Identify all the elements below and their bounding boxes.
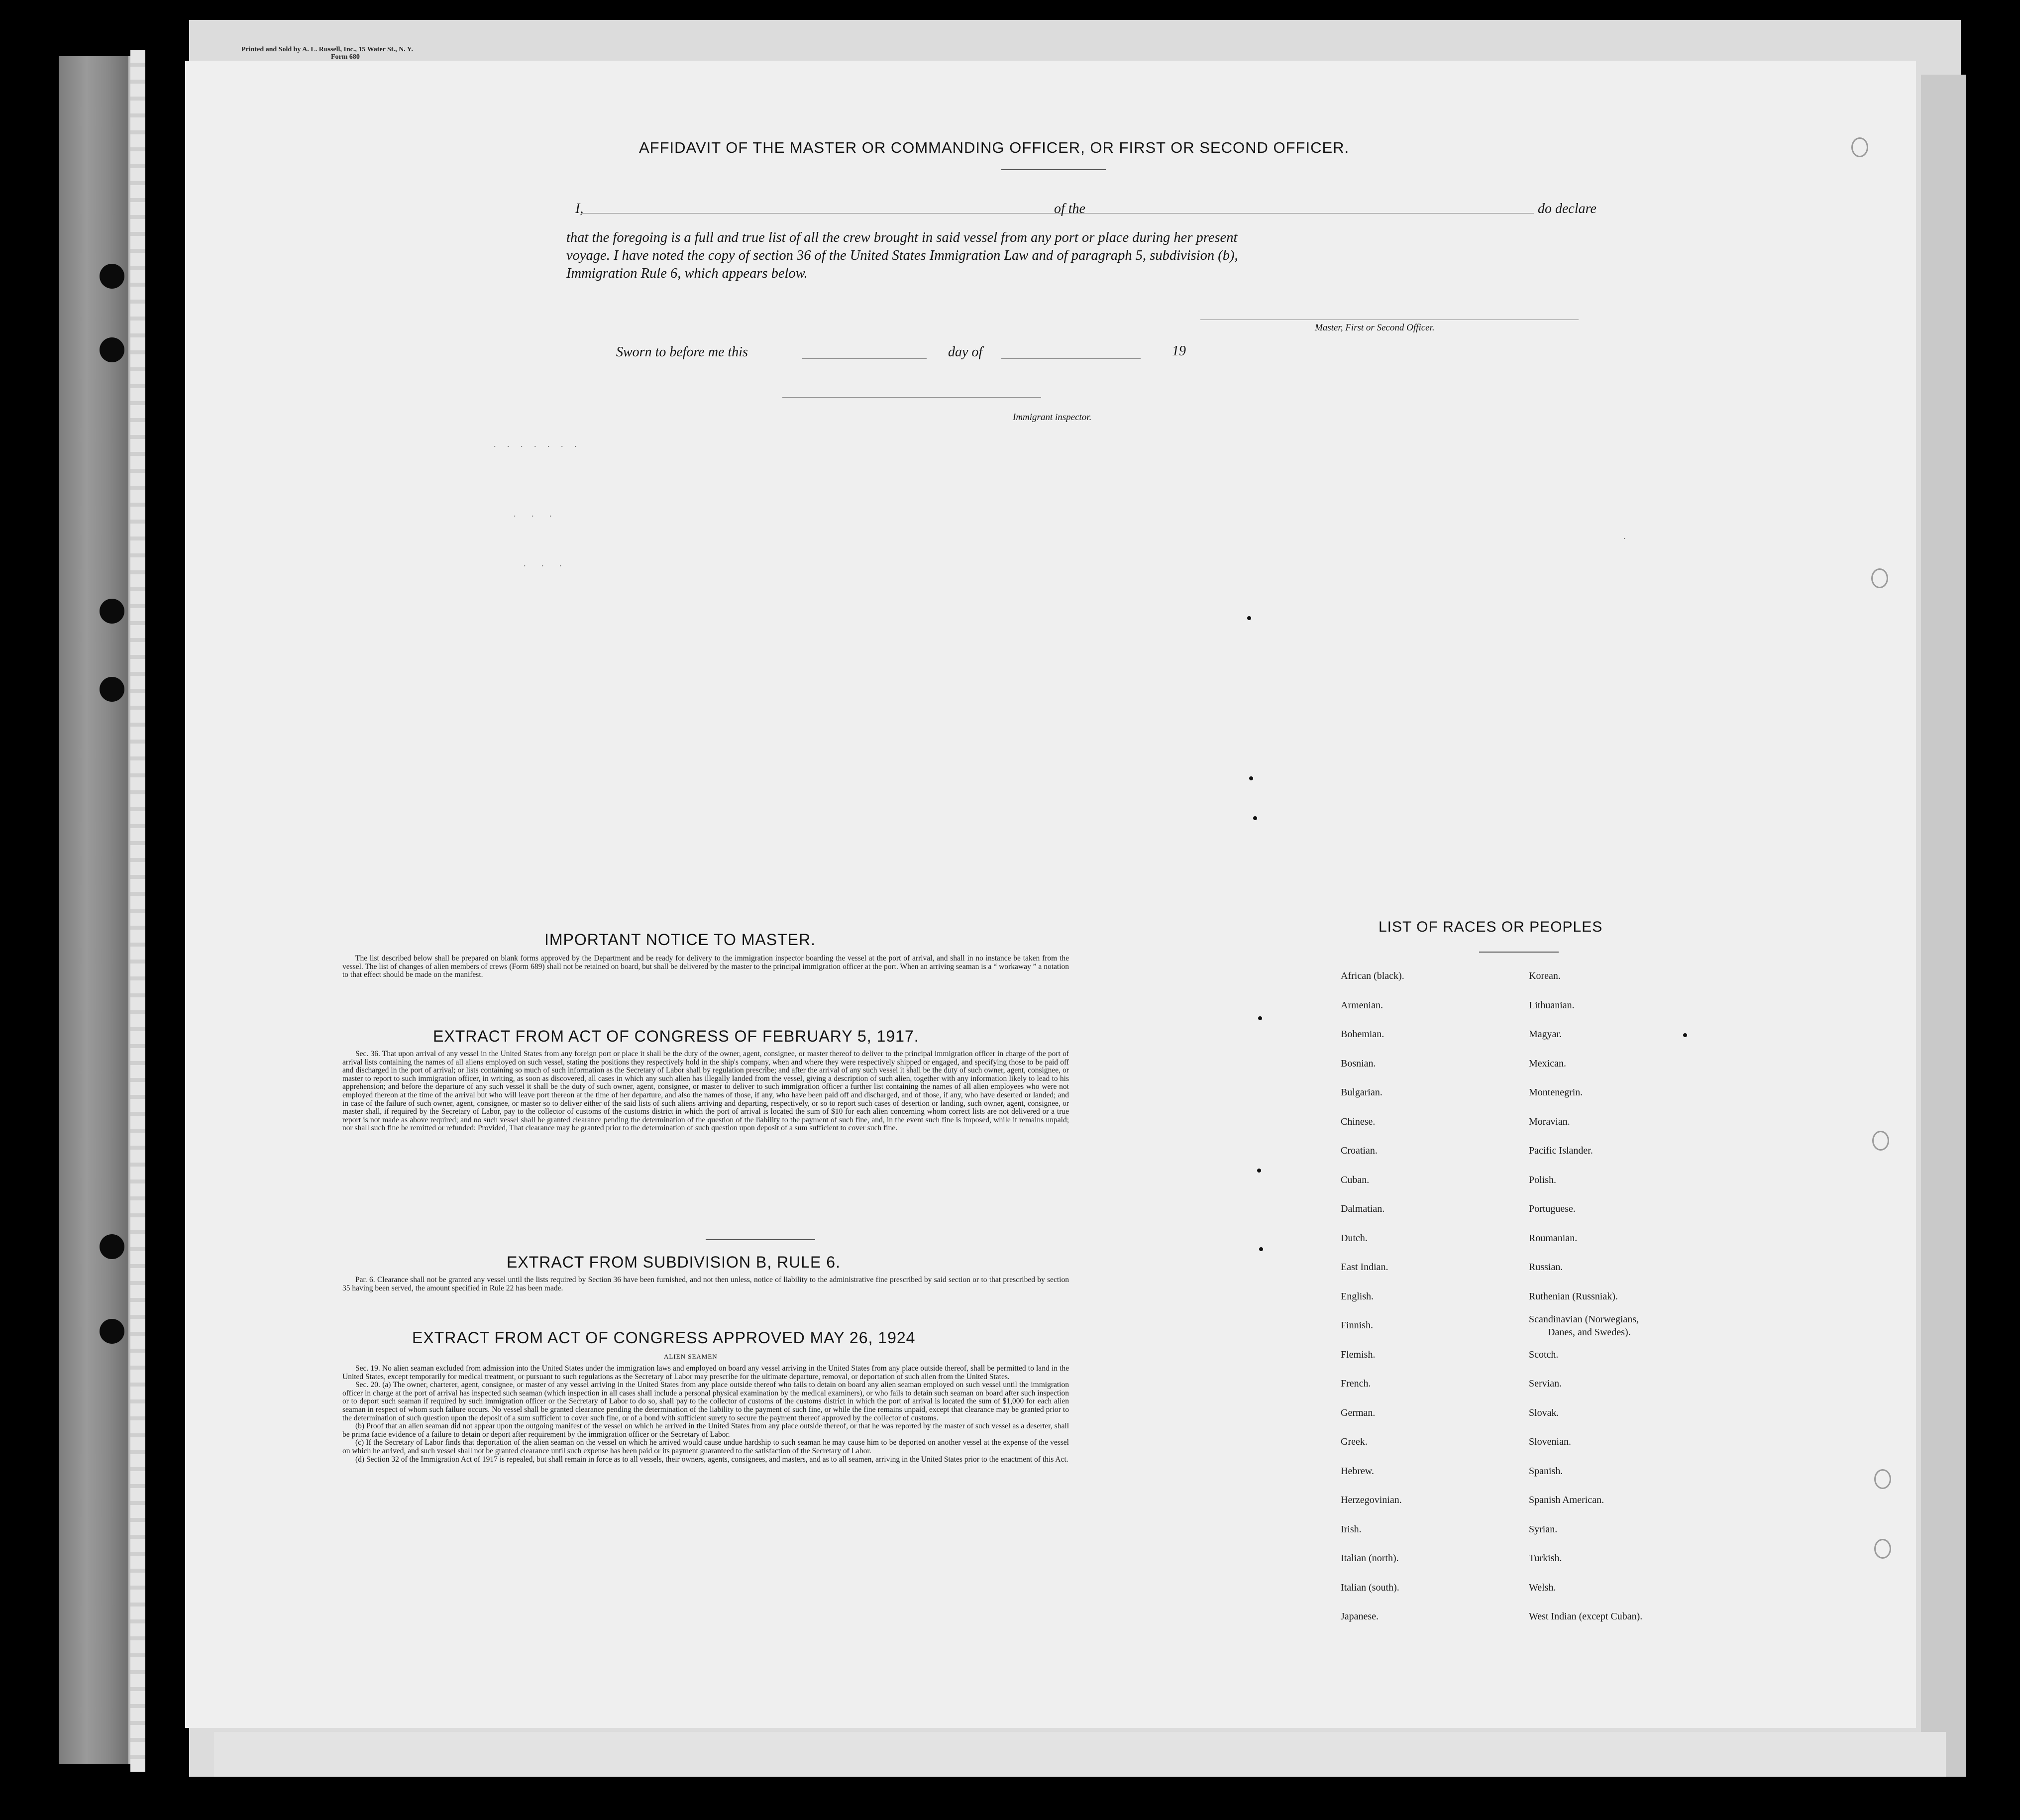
race-item: Russian. xyxy=(1529,1262,1563,1273)
binder-hole xyxy=(100,1319,124,1344)
race-item: Ruthenian (Russniak). xyxy=(1529,1290,1618,1302)
divider xyxy=(1001,169,1106,170)
page-ring-mark xyxy=(1874,1469,1891,1489)
race-item: Roumanian. xyxy=(1529,1232,1578,1244)
punch-dot xyxy=(1253,816,1257,820)
show-through-mark: . xyxy=(1623,531,1626,541)
master-label: Master, First or Second Officer. xyxy=(1315,322,1435,333)
race-item-continuation: Danes, and Swedes). xyxy=(1548,1327,1631,1338)
divider xyxy=(1479,952,1559,953)
act-1924-section-20c: (c) If the Secretary of Labor finds that deportation of the alien seaman on the vessel on which he arrived would cause undue hardship to such seaman he may cause him to be deported on another vessel at the expense of the vessel on which he arrived, and such vessel shall not be granted clearance until such expense has been paid or its payment guaranteed to the satisfaction of the Secretary of Labor. xyxy=(342,1438,1069,1455)
rule-6-title: EXTRACT FROM SUBDIVISION B, RULE 6. xyxy=(507,1253,841,1271)
punch-dot xyxy=(1249,776,1253,780)
race-item: Turkish. xyxy=(1529,1553,1562,1564)
notice-paragraph: The list described below shall be prepared on blank forms approved by the Department and be ready for delivery to the immigration inspector boarding the vessel at the port of arrival, and shall in no instance be taken from the vessel. The list of changes of alien members of crews (Form 689) shall not be retained on board, but shall be delivered by the master to the principal immigration officer at the port. When an arriving seaman is a “ workaway ” a notation to that effect should be made on the manifest. xyxy=(342,954,1069,979)
alien-seamen-heading: ALIEN SEAMEN xyxy=(664,1353,718,1360)
act-1924-section-20a: Sec. 20. (a) The owner, charterer, agent, consignee, or master of any vessel arriving in the United States from any place outside thereof who fails to detain on board any alien seaman employed on such vessel until the immigration officer in charge at the port of arrival has inspected such seaman (which inspection in all cases shall include a personal physical examination by the medical examiners), or who fails to detain such seaman on board after such inspection or to deport such seaman if required by such immigration officer or the Secretary of Labor to do so, shall pay to the collector of customs of the customs district in which the port of arrival is located the sum of $1,000 for each alien seaman in respect of whom such failure occurs. No vessel shall be granted clearance pending the determination of the liability to the payment of such fine, or while the fine remains unpaid, except that clearance may be granted prior to the determination of such question upon the deposit of a sum sufficient to cover such fine, or of a bond with sufficient surety to secure the payment thereof approved by the collector of customs. xyxy=(342,1381,1069,1422)
affidavit-i: I, xyxy=(575,201,584,216)
page-ring-mark xyxy=(1851,137,1868,157)
race-item: English. xyxy=(1341,1290,1374,1302)
race-item: Korean. xyxy=(1529,970,1561,981)
form-page xyxy=(185,61,1916,1728)
race-item: Bosnian. xyxy=(1341,1058,1376,1069)
race-item: Bulgarian. xyxy=(1341,1087,1382,1098)
race-item: Dalmatian. xyxy=(1341,1203,1385,1214)
punch-dot xyxy=(1258,1016,1262,1020)
month-blank[interactable] xyxy=(1001,358,1141,359)
printer-line: Printed and Sold by A. L. Russell, Inc., 15 Water St., N. Y. xyxy=(241,46,414,53)
race-item: Scotch. xyxy=(1529,1349,1559,1360)
binder-hole xyxy=(100,264,124,289)
act-1924-title: EXTRACT FROM ACT OF CONGRESS APPROVED MAY 26, 1924 xyxy=(412,1329,916,1347)
vessel-blank[interactable] xyxy=(1096,213,1534,214)
race-item: Italian (south). xyxy=(1341,1582,1399,1593)
race-item: Hebrew. xyxy=(1341,1465,1375,1477)
punch-dot xyxy=(1247,616,1251,620)
binder-hole xyxy=(100,337,124,362)
race-item: German. xyxy=(1341,1407,1376,1418)
race-item: Cuban. xyxy=(1341,1174,1370,1185)
race-item: East Indian. xyxy=(1341,1262,1388,1273)
race-item: Italian (north). xyxy=(1341,1553,1399,1564)
race-item: Servian. xyxy=(1529,1378,1562,1389)
race-item: Japanese. xyxy=(1341,1611,1379,1622)
races-title: LIST OF RACES OR PEOPLES xyxy=(1379,919,1603,935)
binder-hole xyxy=(100,1234,124,1259)
race-item: Portuguese. xyxy=(1529,1203,1576,1214)
back-sheet-bottom xyxy=(214,1732,1946,1777)
race-item: Croatian. xyxy=(1341,1145,1378,1156)
year-prefix: 19 xyxy=(1172,343,1186,359)
day-of-text: day of xyxy=(948,344,983,360)
race-item: Lithuanian. xyxy=(1529,999,1575,1011)
page-ring-mark xyxy=(1871,568,1888,588)
affidavit-line-4: Immigration Rule 6, which appears below. xyxy=(566,266,808,281)
affidavit-do-declare: do declare xyxy=(1538,201,1596,216)
page-ring-mark xyxy=(1874,1539,1891,1559)
punch-dot xyxy=(1259,1247,1263,1251)
form-number: Form 680 xyxy=(331,53,360,61)
divider xyxy=(706,1239,815,1240)
printer-imprint xyxy=(241,46,413,61)
act-1924-section-20b: (b) Proof that an alien seaman did not appear upon the outgoing manifest of the vessel on which he arrived in the United States from any place outside thereof, or that he was reported by the master of such vessel as a deserter, shall be prima facie evidence of a failure to detain or deport after requirement by the immigration officer or the Secretary of Labor. xyxy=(342,1422,1069,1439)
binder-strip-edge xyxy=(130,50,145,1772)
show-through-mark: . . . . . . . xyxy=(494,439,577,449)
act-1924-body xyxy=(342,1365,1069,1464)
affidavit-line-3: voyage. I have noted the copy of section 36 of the United States Immigration Law and of paragraph 5, subdivision (b), xyxy=(566,248,1238,263)
race-item: Armenian. xyxy=(1341,999,1383,1011)
race-item: African (black). xyxy=(1341,970,1404,981)
race-item: Mexican. xyxy=(1529,1058,1566,1069)
punch-dot xyxy=(1257,1169,1261,1173)
race-item: Polish. xyxy=(1529,1174,1557,1185)
race-item: Chinese. xyxy=(1341,1116,1376,1127)
affidavit-title: AFFIDAVIT OF THE MASTER OR COMMANDING OFFICER, OR FIRST OR SECOND OFFICER. xyxy=(639,139,1350,156)
show-through-mark: . . . xyxy=(524,558,562,568)
race-item: Scandinavian (Norwegians, xyxy=(1529,1314,1639,1325)
race-item: Spanish American. xyxy=(1529,1495,1604,1505)
punch-dot xyxy=(1683,1033,1687,1037)
day-blank[interactable] xyxy=(802,358,927,359)
race-item: Irish. xyxy=(1341,1523,1362,1535)
page-ring-mark xyxy=(1872,1131,1889,1151)
sworn-text: Sworn to before me this xyxy=(616,344,748,360)
race-item: Flemish. xyxy=(1341,1349,1376,1360)
race-item: Slovenian. xyxy=(1529,1436,1571,1447)
race-item: Moravian. xyxy=(1529,1116,1570,1127)
binder-strip xyxy=(59,56,132,1764)
rule-6-body xyxy=(342,1276,1069,1292)
race-item: Finnish. xyxy=(1341,1320,1374,1331)
race-item: West Indian (except Cuban). xyxy=(1529,1611,1643,1622)
inspector-blank[interactable] xyxy=(782,397,1041,398)
act-1917-body xyxy=(342,1050,1069,1133)
race-item: Syrian. xyxy=(1529,1523,1558,1535)
show-through-mark: . . . xyxy=(514,509,552,519)
act-1917-title: EXTRACT FROM ACT OF CONGRESS OF FEBRUARY 5, 1917. xyxy=(433,1027,919,1045)
act-1924-section-20d: (d) Section 32 of the Immigration Act of 1917 is repealed, but shall remain in force as to all vessels, their owners, agents, consignees, and masters, and as to all seamen, arriving in the United States prior to the enactment of this Act. xyxy=(355,1455,1068,1464)
notice-title: IMPORTANT NOTICE TO MASTER. xyxy=(544,931,816,949)
race-item: Herzegovinian. xyxy=(1341,1495,1402,1505)
rule-6-paragraph: Par. 6. Clearance shall not be granted any vessel until the lists required by Section 36 have been furnished, and not then unless, notice of liability to the administrative fine prescribed by said section or to that prescribed by section 35 having been served, the amount specified in Rule 22 has been made. xyxy=(342,1276,1069,1292)
binder-hole xyxy=(100,599,124,624)
affidavit-of-the: of the xyxy=(1054,201,1085,216)
back-sheet-edge xyxy=(1921,75,1966,1777)
affidavit-line-2: that the foregoing is a full and true list of all the crew brought in said vessel from any port or place during her present xyxy=(566,230,1238,245)
race-item: Spanish. xyxy=(1529,1465,1563,1477)
binder-hole xyxy=(100,677,124,702)
race-item: Magyar. xyxy=(1529,1029,1562,1040)
race-item: Bohemian. xyxy=(1341,1029,1384,1040)
inspector-label: Immigrant inspector. xyxy=(1013,412,1092,423)
race-item: French. xyxy=(1341,1378,1371,1389)
race-item: Pacific Islander. xyxy=(1529,1145,1593,1156)
race-item: Greek. xyxy=(1341,1436,1368,1447)
notice-body xyxy=(342,955,1069,979)
race-item: Welsh. xyxy=(1529,1582,1556,1593)
race-item: Montenegrin. xyxy=(1529,1087,1583,1098)
race-item: Dutch. xyxy=(1341,1232,1368,1244)
race-item: Slovak. xyxy=(1529,1407,1559,1418)
act-1917-paragraph: Sec. 36. That upon arrival of any vessel in the United States from any foreign port or place it shall be the duty of the owner, agent, consignee, or master thereof to deliver to the principal immigration officer in charge of the port of arrival lists containing the names of all aliens employed on such vessel, stating the positions they respectively hold in the ship's company, when and where they were respectively shipped or engaged, and specifying those to be paid off and discharged in the port of arrival; or lists containing so much of such information as the Secretary of Labor shall by regulation prescribe; and after the arrival of any such vessel it shall be the duty of such owner, agent, consignee, or master to report to such immigration officer, in writing, as soon as discovered, all cases in which any such alien has illegally landed from the vessel, giving a description of such alien, together with any information likely to lead to his apprehension; and before the departure of any such vessel it shall be the duty of such owner, agent, consignee, or master to deliver to such immigration officer a further list containing the names of all alien employees who were not employed thereon at the time of the arrival but who will leave port thereon at the time of her departure, and also the names of those, if any, who have been paid off and discharged, and of those, if any, who have deserted or landed; and in case of the failure of such owner, agent, consignee, or master so to deliver either of the said lists of such aliens arriving and departing, respectively, or so to report such cases of desertion or landing, such owner, agent, consignee, or master shall, if required by the Secretary of Labor, pay to the collector of customs of the customs district in which the port of arrival is located the sum of $10 for each alien concerning whom correct lists are not delivered or a true report is not made as above required; and no such vessel shall be granted clearance pending the determination of the question of the liability to the payment of such fine, and, in the event such fine is imposed, while it remains unpaid; nor shall such fine be remitted or refunded: Provided, That clearance may be granted prior to the determination of such question upon deposit of a sum sufficient to cover such fine. xyxy=(342,1050,1069,1133)
act-1924-section-19: Sec. 19. No alien seaman excluded from admission into the United States under the immigration laws and employed on board any vessel arriving in the United States from any place outside thereof, shall be permitted to land in the United States, except temporarily for medical treatment, or pursuant to such regulations as the Secretary of Labor may prescribe for the ultimate departure, removal, or deportation of such alien from the United States. xyxy=(342,1364,1069,1381)
